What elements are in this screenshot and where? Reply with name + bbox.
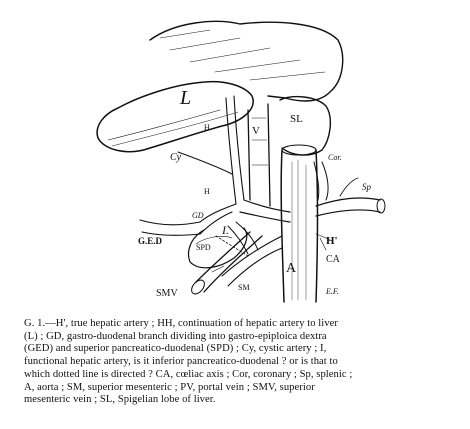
label-coronary: Cor. (328, 153, 342, 162)
gastro-epiploica (140, 220, 200, 235)
caption-line: functional hepatic artery, is it inferior pancreatico-duodenal ? or is that to (24, 356, 338, 368)
label-liver: L (180, 87, 192, 109)
aorta (281, 150, 317, 302)
label-hepatic-upper: H (204, 123, 210, 132)
portal-vein (248, 104, 270, 206)
gastro-duodenal (200, 204, 236, 234)
label-celiac-axis: CA (326, 254, 340, 265)
label-spd: SPD (196, 243, 211, 252)
label-gastro-epiploica: G.E.D (138, 236, 163, 246)
superior-mesenteric-artery (222, 236, 282, 286)
caption-line: (GED) and superior pancreatico-duodenal (SPD) ; Cy, cystic artery ; I, (24, 343, 327, 355)
label-spigelian-lobe: SL (290, 113, 303, 125)
hepatic-artery (226, 96, 244, 204)
label-superior-mesenteric: SM (238, 283, 250, 292)
label-cystic-artery: Cy (170, 152, 182, 163)
celiac-axis (240, 200, 290, 222)
caption-line: (L) ; GD, gastro-duodenal branch dividing into gastro-epiploica dextra (24, 330, 327, 342)
label-hepatic-lower: H (204, 187, 210, 196)
cystic-artery (178, 152, 232, 174)
caption-line: A, aorta ; SM, superior mesenteric ; PV, portal vein ; SMV, superior (24, 381, 315, 393)
label-splenic: Sp (362, 182, 371, 192)
figure-caption (24, 318, 448, 407)
caption-line: which dotted line is directed ? CA, cœliac axis ; Cor, coronary ; Sp, splenic ; (24, 368, 353, 380)
caption-line: G. 1.—H', true hepatic artery ; HH, continuation of hepatic artery to liver (24, 318, 338, 329)
caption-line: mesenteric vein ; SL, Spigelian lobe of liver. (24, 394, 216, 406)
label-gastro-duodenal: GD (192, 211, 204, 220)
label-functional-hepatic: I. (222, 223, 229, 237)
label-aorta: A (286, 261, 297, 276)
artist-signature: E.F. (326, 287, 339, 296)
superior-mesenteric-vein (196, 232, 262, 292)
label-smv: SMV (156, 288, 178, 299)
label-true-hepatic: H' (326, 235, 338, 247)
label-portal-vein: V (252, 125, 260, 137)
liver-upper-lobe (150, 21, 343, 101)
splenic-artery (316, 198, 380, 216)
